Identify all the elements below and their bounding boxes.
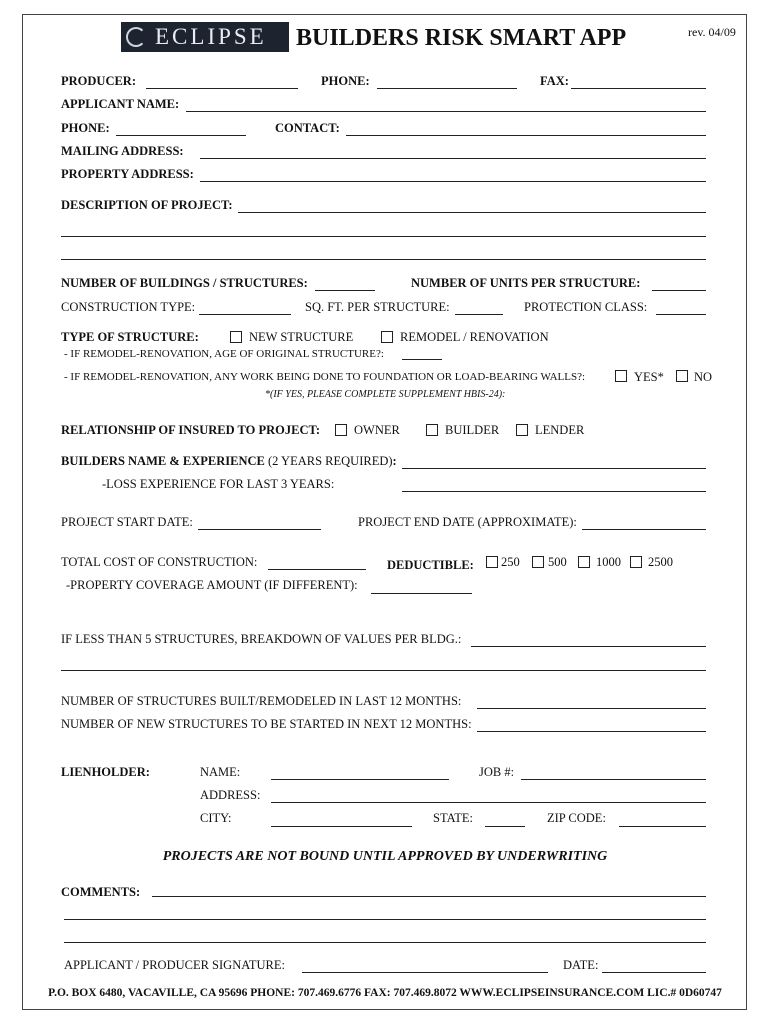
lienholder-city-field[interactable] [271,826,412,827]
eclipse-ring-icon [126,27,146,47]
coverage-amount-field[interactable] [371,593,472,594]
deductible-1000-label: 1000 [596,555,621,569]
producer-phone-field[interactable] [377,88,517,89]
deductible-label: DEDUCTIBLE: [387,558,474,572]
job-number-field[interactable] [521,779,706,780]
lienholder-name-field[interactable] [271,779,449,780]
form-title: BUILDERS RISK SMART APP [296,25,627,51]
remodel-work-label: - IF REMODEL-RENOVATION, ANY WORK BEING DONE TO FOUNDATION OR LOAD-BEARING WALLS?: [64,371,586,383]
remodel-work-no-label: NO [694,370,713,384]
fax-label: FAX: [540,74,569,88]
lienholder-address-field[interactable] [271,802,706,803]
applicant-name-label: APPLICANT NAME: [61,97,180,111]
lienholder-city-label: CITY: [200,811,232,825]
deductible-250-label: 250 [501,555,520,569]
contact-field[interactable] [346,135,706,136]
builders-name-field[interactable] [402,468,706,469]
lender-label: LENDER [535,423,585,437]
breakdown-label: IF LESS THAN 5 STRUCTURES, BREAKDOWN OF VALUES PER BLDG.: [61,632,462,646]
applicant-phone-field[interactable] [116,135,246,136]
description-line-3[interactable] [61,259,706,260]
type-of-structure-label: TYPE OF STRUCTURE: [61,330,199,344]
date-label: DATE: [563,958,599,972]
lienholder-zip-label: ZIP CODE: [547,811,606,825]
builder-checkbox[interactable] [426,424,438,436]
remodel-label: REMODEL / RENOVATION [400,330,549,344]
deductible-250-checkbox[interactable] [486,556,498,568]
breakdown-line-2[interactable] [61,670,706,671]
total-cost-label: TOTAL COST OF CONSTRUCTION: [61,555,258,569]
footer-contact: P.O. BOX 6480, VACAVILLE, CA 95696 PHONE: 707.469.6776 FAX: 707.469.8072 WWW.ECLIPSEINSURANCE.COM LIC.# 0D60747 [48,987,722,999]
underwriting-notice: PROJECTS ARE NOT BOUND UNTIL APPROVED BY UNDERWRITING [162,849,608,864]
property-address-label: PROPERTY ADDRESS: [61,167,194,181]
lienholder-label: LIENHOLDER: [61,765,150,779]
units-per-structure-label: NUMBER OF UNITS PER STRUCTURE: [411,276,641,290]
units-per-structure-field[interactable] [652,290,706,291]
applicant-phone-label: PHONE: [61,121,110,135]
remodel-age-label: - IF REMODEL-RENOVATION, AGE OF ORIGINAL STRUCTURE?: [64,348,384,360]
protection-class-field[interactable] [656,314,706,315]
remodel-work-yes-checkbox[interactable] [615,370,627,382]
eclipse-logo [121,22,289,52]
producer-phone-label: PHONE: [321,74,370,88]
mailing-address-field[interactable] [200,158,706,159]
remodel-work-no-checkbox[interactable] [676,370,688,382]
signature-label: APPLICANT / PRODUCER SIGNATURE: [64,958,285,972]
description-line-2[interactable] [61,236,706,237]
description-field[interactable] [238,212,706,213]
lienholder-state-label: STATE: [433,811,473,825]
comments-label: COMMENTS: [61,885,141,899]
sqft-label: SQ. FT. PER STRUCTURE: [305,300,450,314]
lender-checkbox[interactable] [516,424,528,436]
logo-wordmark: ECLIPSE [155,24,267,49]
new-structure-label: NEW STRUCTURE [249,330,354,344]
producer-label: PRODUCER: [61,74,136,88]
mailing-address-label: MAILING ADDRESS: [61,144,184,158]
new-structure-checkbox[interactable] [230,331,242,343]
producer-field[interactable] [146,88,298,89]
deductible-500-label: 500 [548,555,567,569]
total-cost-field[interactable] [268,569,366,570]
breakdown-field[interactable] [471,646,706,647]
deductible-2500-label: 2500 [648,555,673,569]
comments-field[interactable] [152,896,706,897]
builders-name-text: BUILDERS NAME & EXPERIENCE [61,454,265,468]
job-number-label: JOB #: [479,765,515,779]
num-buildings-label: NUMBER OF BUILDINGS / STRUCTURES: [61,276,308,290]
builders-colon: : [392,454,397,468]
protection-class-label: PROTECTION CLASS: [524,300,648,314]
deductible-1000-checkbox[interactable] [578,556,590,568]
new-next-12-field[interactable] [477,731,706,732]
remodel-age-field[interactable] [402,359,442,360]
coverage-amount-label: -PROPERTY COVERAGE AMOUNT (IF DIFFERENT): [66,578,358,592]
end-date-label: PROJECT END DATE (APPROXIMATE): [358,515,577,529]
lienholder-zip-field[interactable] [619,826,706,827]
lienholder-name-label: NAME: [200,765,241,779]
built-last-12-field[interactable] [477,708,706,709]
revision-label: rev. 04/09 [688,25,736,39]
builders-name-label [61,454,397,468]
signature-field[interactable] [302,972,548,973]
sqft-field[interactable] [455,314,503,315]
start-date-label: PROJECT START DATE: [61,515,193,529]
lienholder-address-label: ADDRESS: [200,788,261,802]
comments-line-3[interactable] [64,942,706,943]
lienholder-state-field[interactable] [485,826,525,827]
owner-checkbox[interactable] [335,424,347,436]
loss-experience-label: -LOSS EXPERIENCE FOR LAST 3 YEARS: [102,477,335,491]
date-field[interactable] [602,972,706,973]
loss-experience-field[interactable] [402,491,706,492]
construction-type-field[interactable] [199,314,291,315]
deductible-2500-checkbox[interactable] [630,556,642,568]
num-buildings-field[interactable] [315,290,375,291]
owner-label: OWNER [354,423,400,437]
remodel-checkbox[interactable] [381,331,393,343]
end-date-field[interactable] [582,529,706,530]
deductible-500-checkbox[interactable] [532,556,544,568]
fax-field[interactable] [571,88,706,89]
start-date-field[interactable] [198,529,321,530]
new-next-12-label: NUMBER OF NEW STRUCTURES TO BE STARTED IN NEXT 12 MONTHS: [61,717,472,731]
built-last-12-label: NUMBER OF STRUCTURES BUILT/REMODELED IN LAST 12 MONTHS: [61,694,462,708]
relationship-label: RELATIONSHIP OF INSURED TO PROJECT: [61,423,321,437]
applicant-name-field[interactable] [186,111,706,112]
builders-years-text: (2 YEARS REQUIRED) [267,454,393,468]
remodel-work-yes-label: YES* [634,370,664,384]
construction-type-label: CONSTRUCTION TYPE: [61,300,196,314]
builder-label: BUILDER [445,423,500,437]
property-address-field[interactable] [200,181,706,182]
comments-line-2[interactable] [64,919,706,920]
supplement-note: *(IF YES, PLEASE COMPLETE SUPPLEMENT HBIS-24): [265,389,506,400]
contact-label: CONTACT: [275,121,340,135]
description-label: DESCRIPTION OF PROJECT: [61,198,233,212]
